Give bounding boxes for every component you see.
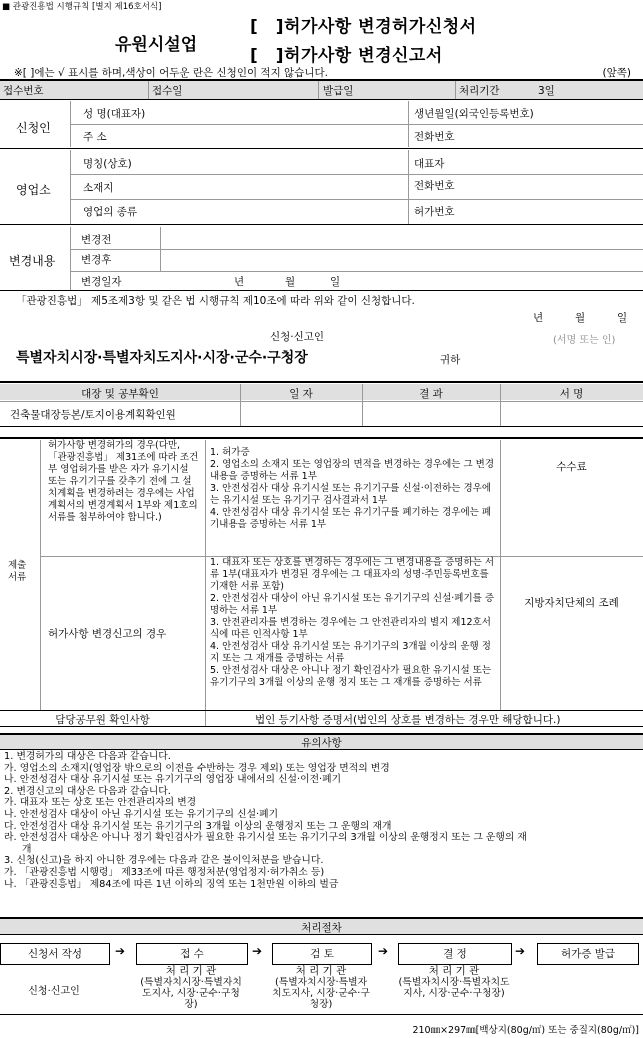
sign-date-day: 일 <box>617 312 628 324</box>
applicant-name-field[interactable]: 성 명(대표자) <box>83 108 146 120</box>
arrow-right-icon: ➔ <box>515 944 526 958</box>
form-title-business: 유원시설업 <box>115 35 198 55</box>
applicant-section-label: 신청인 <box>16 121 51 135</box>
change-after-label: 변경후 <box>81 254 112 266</box>
docs-report-item: 4. 안전성검사 대상 유기시설 또는 유기기구의 3개월 이상의 운행 정지 또는 그 재개를 증명하는 서류 <box>210 641 491 664</box>
paper-spec-footer: 210㎜×297㎜[백상지(80g/㎡) 또는 중질지(80g/㎡)] <box>412 1025 639 1036</box>
process-step-decide: 결 정 <box>398 943 512 965</box>
applicant-birth-field[interactable]: 생년월일(외국인등록번호) <box>414 108 534 120</box>
notes-line: 가. 영업소의 소재지(영업장 밖으로의 이전을 수반하는 경우 제외) 또는 영업장 면적의 변경 <box>4 762 390 774</box>
process-actor-heading: 처 리 기 관 <box>165 965 217 977</box>
process-actor-heading: 처 리 기 관 <box>295 965 347 977</box>
process-step-review: 검 토 <box>272 943 372 965</box>
sign-date-year: 년 <box>533 312 544 324</box>
change-date-year: 년 <box>234 276 245 288</box>
business-rep-field[interactable]: 대표자 <box>414 158 445 170</box>
process-actor-receive <box>136 966 246 1010</box>
change-section-label: 변경내용 <box>9 254 56 268</box>
officer-check-value: 법인 등기사항 증명서(법인의 상호를 변경하는 경우만 해당합니다.) <box>255 714 561 726</box>
notes-line: 가. 「관광진흥법 시행령」 제33조에 따른 행정처분(영업정지·허가취소 등) <box>4 866 325 878</box>
process-step-receive: 접 수 <box>136 943 248 965</box>
notes-line: 나. 안전성검사 대상이 아닌 유기시설 또는 유기기구의 신설·폐기 <box>4 808 279 820</box>
receipt-number-label: 접수번호 <box>3 85 44 97</box>
notes-line: 나. 안전성검사 대상 유기시설 또는 유기기구의 영업장 내에서의 신설·이전·폐기 <box>4 774 342 786</box>
notes-title: 유의사항 <box>301 737 342 749</box>
docs-report-fee: 지방자치단체의 조례 <box>524 597 619 609</box>
notes-line: 나. 「관광진흥법」 제84조에 따른 1년 이하의 징역 또는 1천만원 이하의 벌금 <box>4 878 339 890</box>
receipt-date-label: 접수일 <box>152 85 183 97</box>
business-location-field[interactable]: 소재지 <box>83 182 114 194</box>
docs-permit-item: 4. 안전성검사 대상 유기시설 또는 유기기구를 폐기하는 경우에는 폐기내용을 증명하는 서류 1부 <box>210 507 492 530</box>
applicant-phone-field[interactable]: 전화번호 <box>414 131 455 143</box>
notes-line: 가. 대표자 또는 상호 또는 안전관리자의 변경 <box>4 797 197 809</box>
process-actor-decide <box>398 966 510 999</box>
change-before-label: 변경전 <box>81 234 112 246</box>
change-date-label: 변경일자 <box>81 276 122 288</box>
business-phone-field[interactable]: 전화번호 <box>414 180 455 192</box>
business-type-field[interactable]: 영업의 종류 <box>83 206 138 218</box>
recipient-title: 특별자치시장·특별자치도지사·시장·군수·구청장 <box>16 350 308 366</box>
process-actor-review <box>272 966 370 1010</box>
applicant-address-field[interactable]: 주 소 <box>83 131 107 143</box>
form-reference: ■ 관광진흥법 시행규칙 [별지 제16호서식] <box>2 2 162 12</box>
recipient-suffix: 귀하 <box>440 354 461 366</box>
docs-report-item: 3. 안전관리자를 변경하는 경우에는 그 안전관리자의 별지 제12호서식에 따른 인적사항 1부 <box>210 617 491 640</box>
docs-permit-fee: 수수료 <box>556 461 587 473</box>
sign-or-seal-note: (서명 또는 인) <box>553 335 616 346</box>
process-actor-applicant: 신청·신고인 <box>28 986 80 997</box>
arrow-right-icon: ➔ <box>378 944 389 958</box>
check-col-result: 결 과 <box>419 388 443 400</box>
check-col-date: 일 자 <box>289 388 313 400</box>
business-name-field[interactable]: 명칭(상호) <box>83 158 132 170</box>
docs-permit-item: 3. 안전성검사 대상 유기시설 또는 유기기구를 신설·이전하는 경우에는 유기시설 또는 유기기구 검사결과서 1부 <box>210 483 492 506</box>
form-title-permit[interactable]: [ ]허가사항 변경허가신청서 <box>250 17 477 37</box>
officer-check-label: 담당공무원 확인사항 <box>55 714 150 726</box>
arrow-right-icon: ➔ <box>252 944 263 958</box>
check-row-building-register: 건축물대장등본/토지이용계획확인원 <box>10 409 176 421</box>
notes-list <box>4 751 640 890</box>
docs-report-item: 2. 안전성검사 대상이 아닌 유기시설 또는 유기기구의 신설·폐기를 증명하는 서류 1부 <box>210 593 495 616</box>
notes-line: 개 <box>22 843 32 855</box>
process-actor-body: (특별자치시장·특별자치도지사, 시장·군수·구청장) <box>398 977 510 999</box>
form-title-report[interactable]: [ ]허가사항 변경신고서 <box>250 46 443 66</box>
notes-line: 2. 변경신고의 대상은 다음과 같습니다. <box>4 785 171 797</box>
page-side-note: (앞쪽) <box>602 67 631 79</box>
process-step-issue: 허가증 발급 <box>537 943 639 965</box>
business-license-field[interactable]: 허가번호 <box>414 206 455 218</box>
docs-report-item: 5. 안전성검사 대상은 아니나 정기 확인검사가 필요한 유기시설 또는 유기기구의 3개월 이상의 운행 정지 또는 그 재개를 증명하는 서류 <box>210 665 492 688</box>
check-col-register: 대장 및 공부확인 <box>81 388 159 400</box>
business-section-label: 영업소 <box>16 183 51 197</box>
docs-permit-item: 1. 허가증 <box>210 447 250 458</box>
process-step-write: 신청서 작성 <box>0 943 110 965</box>
issue-date-label: 발급일 <box>323 85 354 97</box>
sign-date-month: 월 <box>575 312 586 324</box>
change-date-day: 일 <box>330 276 341 288</box>
change-date-month: 월 <box>285 276 296 288</box>
process-title: 처리절차 <box>301 922 342 934</box>
process-actor-body: (특별자치시장·특별자치도지사, 시장·군수·구청장) <box>140 977 242 1010</box>
docs-report-item: 1. 대표자 또는 상호를 변경하는 경우에는 그 변경내용을 증명하는 서류 1부(대표자가 변경된 경우에는 그 대표자의 성명·주민등록번호를 기재한 서류 포함) <box>210 557 495 592</box>
arrow-right-icon: ➔ <box>115 944 126 958</box>
docs-permit-item: 2. 영업소의 소재지 또는 영업장의 면적을 변경하는 경우에는 그 변경내용을 증명하는 서류 1부 <box>210 459 495 482</box>
processing-period-value: 3일 <box>538 85 555 97</box>
top-note: ※[ ]에는 √ 표시를 하며,색상이 어두운 란은 신청인이 적지 않습니다. <box>14 67 328 79</box>
process-actor-body: (특별자치시장·특별자치도지사, 시장·군수·구청장) <box>272 977 370 1010</box>
notes-line: 1. 변경허가의 대상은 다음과 같습니다. <box>4 751 171 762</box>
notes-line: 다. 안전성검사 대상 유기시설 또는 유기기구의 3개월 이상의 운행정지 또는 그 운행의 재개 <box>4 820 392 832</box>
notes-line: 라. 안전성검사 대상은 아니나 정기 확인검사가 필요한 유기시설 또는 유기기구의 3개월 이상의 운행정지 또는 그 운행의 재 <box>4 832 527 844</box>
notes-line: 3. 신청(신고)을 하지 아니한 경우에는 다음과 같은 불이익처분을 받습니다. <box>4 855 324 867</box>
declaration-text: 「관광진흥법」 제5조제3항 및 같은 법 시행규칙 제10조에 따라 위와 같이 신청합니다. <box>16 295 415 307</box>
docs-report-label: 허가사항 변경신고의 경우 <box>48 628 167 640</box>
check-col-sign: 서 명 <box>559 388 584 400</box>
docs-section-label: 제출서류 <box>8 560 27 583</box>
process-actor-heading: 처 리 기 관 <box>428 965 480 977</box>
docs-permit-items <box>210 447 498 531</box>
processing-period-label: 처리기간 <box>459 85 500 97</box>
docs-report-items <box>210 557 498 689</box>
docs-permit-label: 허가사항 변경허가의 경우(다만, 「관광진흥법」 제31조에 따라 조건부 영업허가를 받은 자가 유기시설 또는 유기기구를 갖추기 전에 그 설치계획을 변경하려는 경우에는 사업계획서의 변경계획서 1부와 제1호의 서류를 첨부하여야 합니다.) <box>48 440 199 523</box>
applicant-sign-label: 신청·신고인 <box>270 331 325 343</box>
